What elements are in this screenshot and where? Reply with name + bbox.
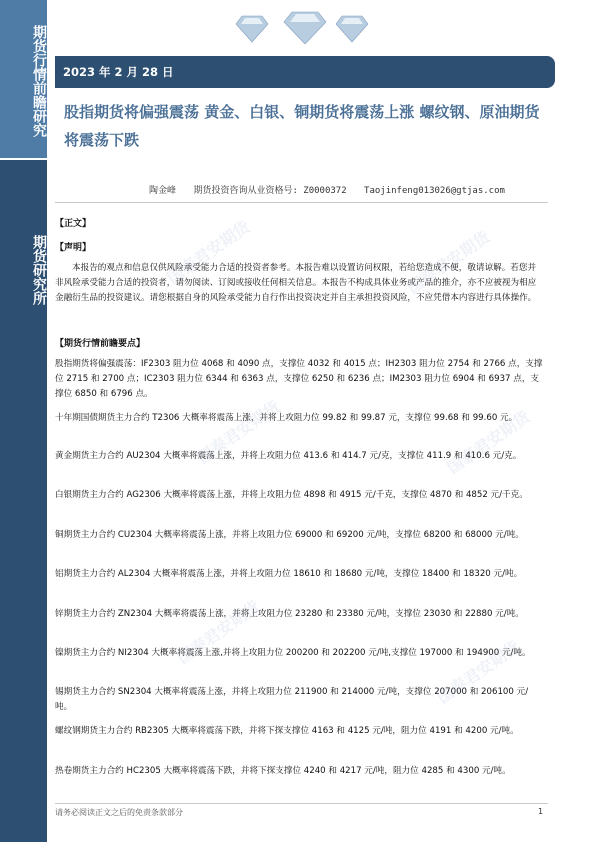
disclaimer-heading: 【声明】 [55, 243, 92, 253]
author-qualification: 期货投资咨询从业资格号: Z0000372 [193, 186, 347, 196]
point-item: 白银期货主力合约 AG2306 大概率将震荡上涨，并将上攻阻力位 4898 和 4915 元/千克，支撑位 4870 和 4852 元/千克。 [55, 490, 528, 500]
report-title: 股指期货将偏强震荡 黄金、白银、铜期货将震荡上涨 螺纹钢、原油期货将震荡下跌 [64, 103, 540, 149]
page-number: 1 [538, 807, 544, 816]
point-item: 铜期货主力合约 CU2304 大概率将震荡上涨，并将上攻阻力位 69000 和 69200 元/吨，支撑位 68200 和 68000 元/吨。 [55, 530, 524, 540]
footer-note: 请务必阅读正文之后的免责条款部分 [55, 808, 183, 817]
main-text-heading: 【正文】 [55, 219, 92, 229]
date-banner [55, 56, 555, 88]
watermark: 国泰君安期货 [173, 597, 264, 668]
watermark: 国泰君安期货 [443, 407, 534, 478]
author-email[interactable]: Taojinfeng013026@gtjas.com [364, 186, 505, 196]
watermark: 国泰君安期货 [433, 637, 524, 708]
watermark: 国泰君安期货 [403, 227, 494, 298]
point-item: 股指期货将偏强震荡：IF2303 阻力位 4068 和 4090 点，支撑位 4032 和 4015 点；IH2303 阻力位 2754 和 2766 点，支撑位 2715 和 2700 点；IC2303 阻力位 6344 和 6363 点，支撑位 6250 和 6236 点；IM2303 阻力位 6904 和 6937 点，支撑位 6850 和 6796 点。 [55, 359, 543, 400]
sidebar-bottom-label: 期货研究所 [31, 235, 47, 305]
sidebar-top-label: 期货行情前瞻研究 [31, 25, 47, 137]
author-name: 陶金峰 [149, 186, 177, 196]
point-item: 锡期货主力合约 SN2304 大概率将震荡上涨，并将上攻阻力位 211900 和 214000 元/吨，支撑位 207000 和 206100 元/吨。 [55, 687, 529, 713]
point-item: 锌期货主力合约 ZN2304 大概率将震荡上涨，并将上攻阻力位 23280 和 23380 元/吨，支撑位 23030 和 22880 元/吨。 [55, 609, 524, 619]
watermark: 国泰君安期货 [163, 217, 254, 288]
point-item: 螺纹钢期货主力合约 RB2305 大概率将震荡下跌，并将下探支撑位 4163 和 4125 元/吨，阻力位 4191 和 4200 元/吨。 [55, 726, 519, 736]
point-item: 十年期国债期货主力合约 T2306 大概率将震荡上涨，并将上攻阻力位 99.82 和 99.87 元，支撑位 99.68 和 99.60 元。 [55, 413, 518, 423]
report-date: 2023 年 2 月 28 日 [63, 65, 174, 79]
divider [55, 202, 548, 203]
watermark: 国泰君安期货 [193, 397, 284, 468]
author-line [149, 183, 517, 196]
point-item: 铝期货主力合约 AL2304 大概率将震荡上涨，并将上攻阻力位 18610 和 18680 元/吨，支撑位 18400 和 18320 元/吨。 [55, 569, 523, 579]
point-item: 镍期货主力合约 NI2304 大概率将震荡上涨,并将上攻阻力位 200200 和 202200 元/吨,支撑位 197000 和 194900 元/吨。 [55, 648, 531, 658]
sidebar-bottom-band [0, 160, 47, 842]
footer-divider [55, 803, 548, 804]
diamond-logo-icon [222, 8, 392, 44]
sidebar-top-band [0, 0, 47, 158]
point-item: 热卷期货主力合约 HC2305 大概率将震荡下跌，并将下探支撑位 4240 和 4217 元/吨，阻力位 4285 和 4300 元/吨。 [55, 766, 511, 776]
point-item: 黄金期货主力合约 AU2304 大概率将震荡上涨，并将上攻阻力位 413.6 和 414.7 元/克，支撑位 411.9 和 410.6 元/克。 [55, 451, 522, 461]
disclaimer-body: 本报告的观点和信息仅供风险承受能力合适的投资者参考。本报告难以设置访问权限，若给您造成不便，敬请谅解。若您并非风险承受能力合适的投资者，请勿阅读、订阅或接收任何相关信息。本报告不构成具体业务或产品的推介，亦不应被视为相应金融衍生品的投资建议。请您根据自身的风险承受能力自行作出投资决定并自主承担投资风险，不应凭借本内容进行具体操作。 [55, 263, 537, 304]
points-heading: 【期货行情前瞻要点】 [55, 339, 146, 349]
